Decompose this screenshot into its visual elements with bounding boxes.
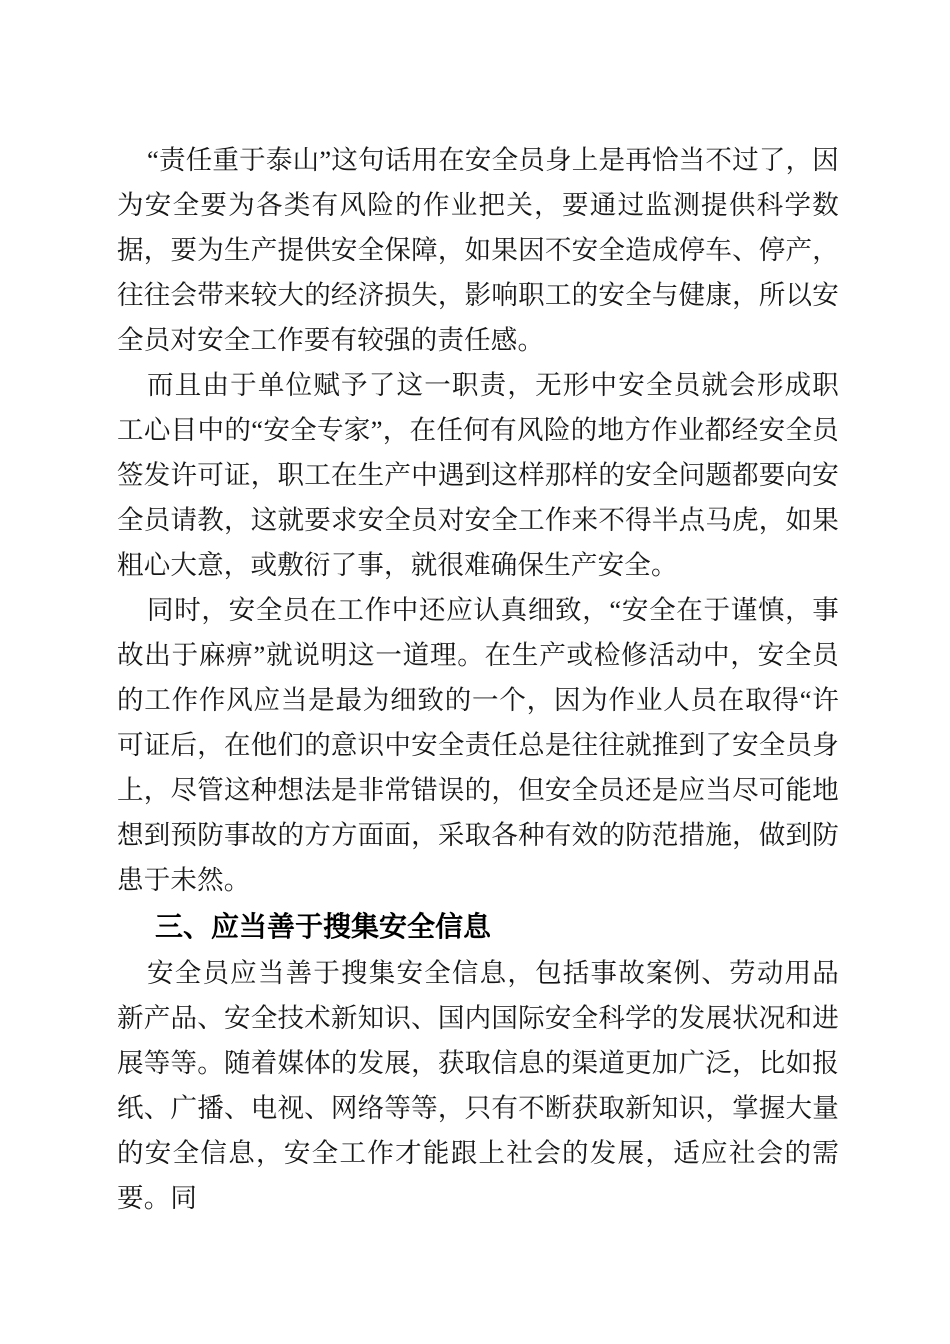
- paragraph-safety-expert: 而且由于单位赋予了这一职责，无形中安全员就会形成职工心目中的“安全专家”，在任何有风险的地方作业都经安全员签发许可证，职工在生产中遇到这样那样的安全问题都要向安全员请教，这就要求安全员对安全工作来不得半点马虎，如果粗心大意，或敷衍了事，就很难确保生产安全。: [117, 370, 839, 580]
- paragraph-responsibility: “责任重于泰山”这句话用在安全员身上是再恰当不过了，因为安全要为各类有风险的作业把关，要通过监测提供科学数据，要为生产提供安全保障，如果因不安全造成停车、停产，往往会带来较大的经济损失，影响职工的安全与健康，所以安全员对安全工作要有较强的责任感。: [117, 145, 839, 355]
- paragraph-collect-info: 安全员应当善于搜集安全信息，包括事故案例、劳动用品新产品、安全技术新知识、国内国际安全科学的发展状况和进展等等。随着媒体的发展，获取信息的渠道更加广泛，比如报纸、广播、电视、网络等等，只有不断获取新知识，掌握大量的安全信息，安全工作才能跟上社会的发展，适应社会的需要。同: [117, 958, 839, 1213]
- section-heading-collect-safety-info: 三、应当善于搜集安全信息: [155, 911, 492, 942]
- paragraph-carefulness: 同时，安全员在工作中还应认真细致，“安全在于谨慎，事故出于麻痹”就说明这一道理。在生产或检修活动中，安全员的工作作风应当是最为细致的一个，因为作业人员在取得“许可证后，在他们的意识中安全责任总是往往就推到了安全员身上，尽管这种想法是非常错误的，但安全员还是应当尽可能地想到预防事故的方方面面，采取各种有效的防范措施，做到防患于未然。: [117, 595, 839, 895]
